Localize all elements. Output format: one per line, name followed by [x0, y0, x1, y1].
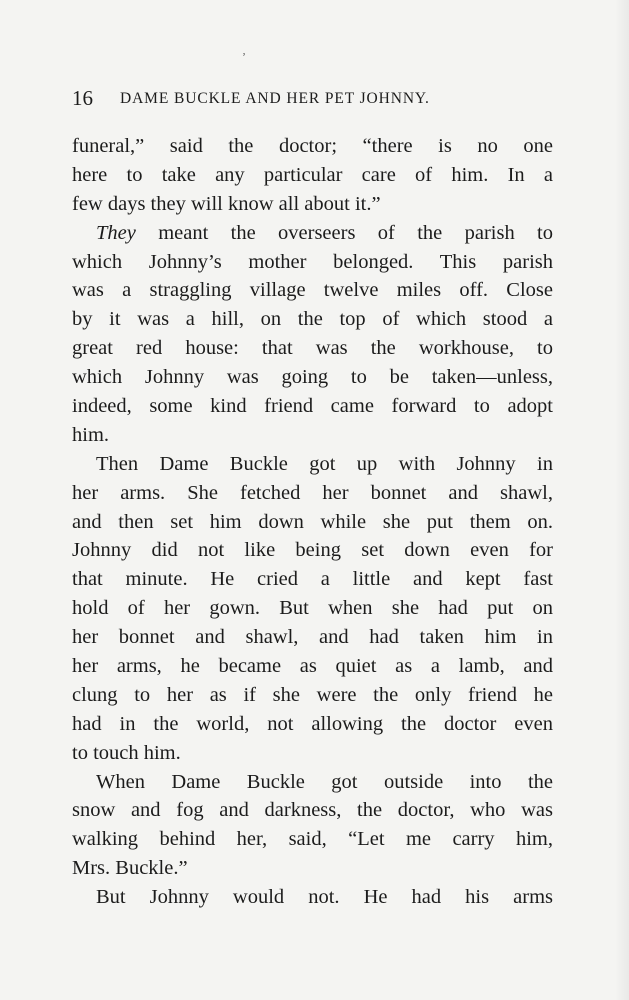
- page-header: [72, 84, 552, 112]
- text-line: her bonnet and shawl, and had taken him in: [72, 626, 553, 649]
- text-line: funeral,” said the doctor; “there is no one: [72, 135, 553, 157]
- running-title: DAME BUCKLE AND HER PET JOHNNY.: [120, 90, 430, 107]
- text-line: clung to her as if she were the only friend he: [72, 683, 553, 706]
- text-line: indeed, some kind friend came forward to adopt: [72, 395, 553, 418]
- text-line: and then set him down while she put them on.: [72, 510, 553, 533]
- text-line: snow and fog and darkness, the doctor, who was: [72, 799, 553, 822]
- text-line: They meant the overseers of the parish to: [96, 221, 553, 244]
- text-line: walking behind her, said, “Let me carry him,: [72, 828, 553, 851]
- text-line: to touch him.: [72, 741, 181, 764]
- text-line: was a straggling village twelve miles off. Close: [72, 279, 553, 302]
- text-line: here to take any particular care of him. In a: [72, 163, 553, 186]
- page-number: 16: [72, 86, 93, 110]
- text-line: by it was a hill, on the top of which stood a: [72, 308, 553, 331]
- text-line: great red house: that was the workhouse, to: [72, 337, 553, 360]
- text-line: which Johnny’s mother belonged. This parish: [72, 250, 553, 273]
- text-line: Johnny did not like being set down even for: [72, 539, 553, 562]
- text-line: her arms. She fetched her bonnet and shawl,: [72, 481, 553, 504]
- text-line: But Johnny would not. He had his arms: [96, 886, 553, 909]
- text-line: Then Dame Buckle got up with Johnny in: [96, 452, 553, 475]
- text-line: which Johnny was going to be taken—unless,: [72, 366, 553, 389]
- text-line: him.: [72, 423, 110, 446]
- body-text: [72, 132, 553, 912]
- text-line: that minute. He cried a little and kept fast: [72, 568, 553, 591]
- stray-mark: ʼ: [242, 50, 246, 64]
- text-line: hold of her gown. But when she had put on: [72, 597, 553, 620]
- text-line: When Dame Buckle got outside into the: [96, 770, 553, 793]
- text-line: Mrs. Buckle.”: [72, 857, 188, 880]
- text-line: had in the world, not allowing the doctor even: [72, 712, 553, 735]
- text-line: her arms, he became as quiet as a lamb, and: [72, 655, 553, 678]
- emphasis-word: They: [96, 221, 136, 244]
- text-line: few days they will know all about it.”: [72, 192, 381, 215]
